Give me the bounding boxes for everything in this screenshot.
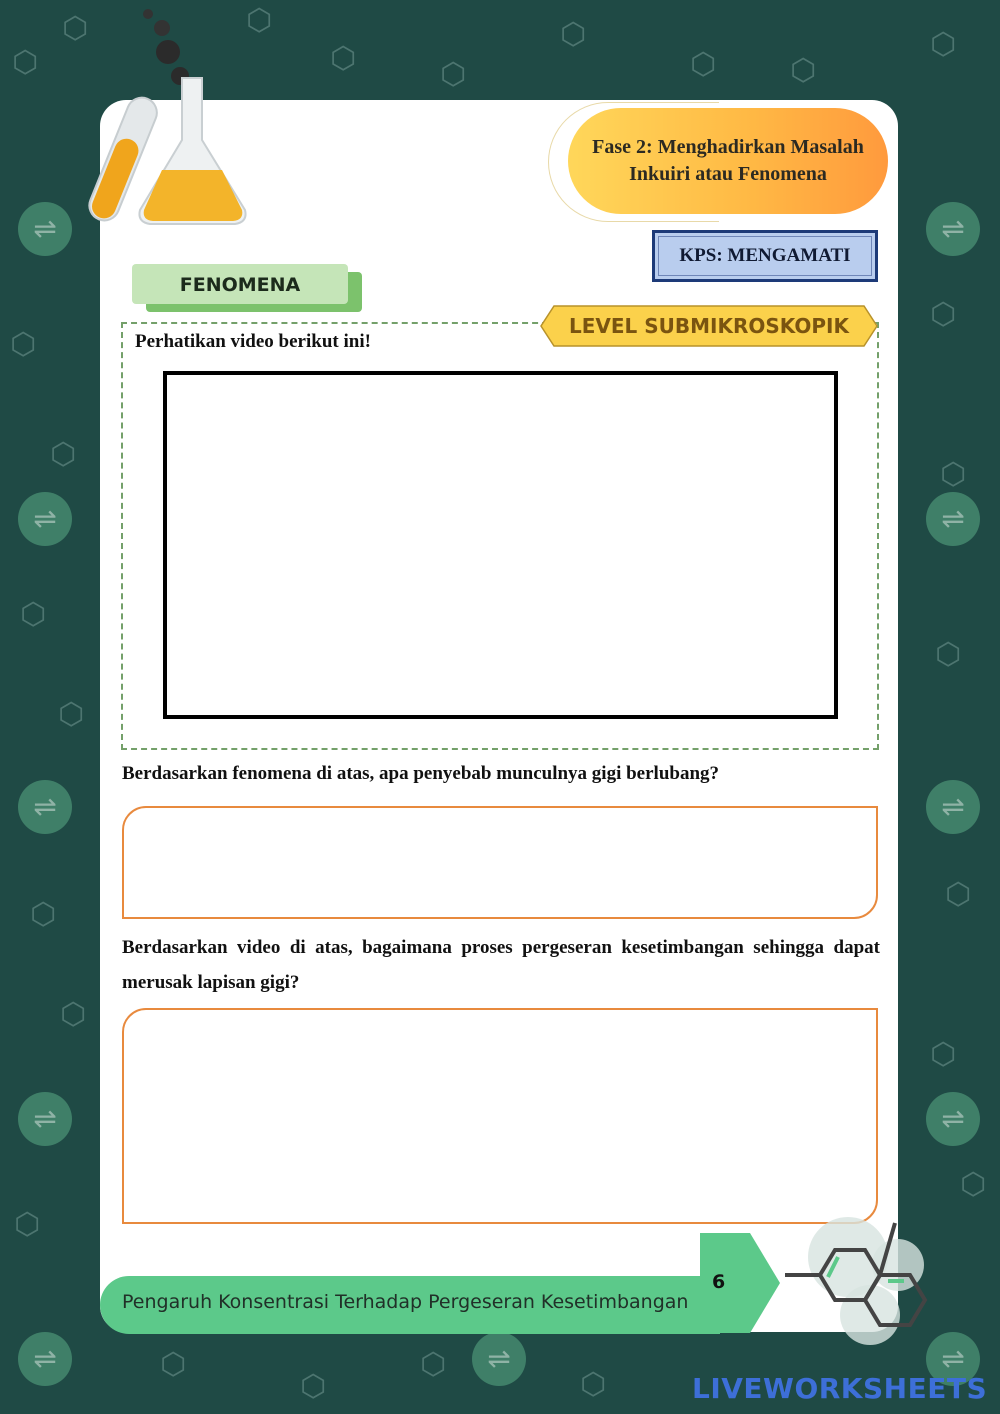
- molecule-icon: ⬡: [580, 1367, 607, 1402]
- molecule-icon: ⬡: [330, 41, 357, 76]
- question-2: Berdasarkan video di atas, bagaimana proses pergeseran kesetimbangan sehingga dapat merusak lapisan gigi?: [122, 937, 880, 993]
- molecule-icon: ⬡: [690, 47, 717, 82]
- molecule-icon: ⬡: [20, 597, 47, 632]
- flask-illustration: [70, 0, 260, 240]
- molecule-decoration-icon: [780, 1215, 940, 1355]
- video-player[interactable]: [163, 371, 838, 719]
- instruction-text: Perhatikan video berikut ini!: [135, 331, 371, 352]
- level-badge: [540, 305, 878, 347]
- molecule-icon: ⬡: [960, 1167, 987, 1202]
- molecule-icon: ⬡: [935, 637, 962, 672]
- molecule-icon: ⬡: [930, 1037, 957, 1072]
- molecule-icon: ⬡: [10, 327, 37, 362]
- equilibrium-icon: ⇌: [926, 1092, 980, 1146]
- equilibrium-icon: ⇌: [926, 492, 980, 546]
- equilibrium-icon: ⇌: [18, 1092, 72, 1146]
- molecule-icon: ⬡: [30, 897, 57, 932]
- kps-label: KPS: MENGAMATI: [652, 230, 878, 282]
- level-label: LEVEL SUBMIKROSKOPIK: [569, 314, 849, 338]
- molecule-icon: ⬡: [300, 1369, 327, 1404]
- molecule-icon: ⬡: [58, 697, 85, 732]
- equilibrium-icon: ⇌: [472, 1332, 526, 1386]
- molecule-icon: ⬡: [440, 57, 467, 92]
- page-number: 6: [712, 1271, 726, 1293]
- molecule-icon: ⬡: [930, 27, 957, 62]
- molecule-icon: ⬡: [50, 437, 77, 472]
- equilibrium-icon: ⇌: [18, 202, 72, 256]
- equilibrium-icon: ⇌: [18, 492, 72, 546]
- molecule-icon: ⬡: [62, 11, 89, 46]
- equilibrium-icon: ⇌: [926, 202, 980, 256]
- equilibrium-icon: ⇌: [18, 780, 72, 834]
- molecule-icon: ⬡: [930, 297, 957, 332]
- answer-input-2[interactable]: [122, 1008, 878, 1224]
- molecule-icon: ⬡: [945, 877, 972, 912]
- equilibrium-icon: ⇌: [18, 1332, 72, 1386]
- equilibrium-icon: ⇌: [926, 780, 980, 834]
- phase-badge: [568, 108, 888, 214]
- equilibrium-icon: ⇌: [926, 1332, 980, 1386]
- molecule-icon: ⬡: [560, 17, 587, 52]
- molecule-icon: ⬡: [14, 1207, 41, 1242]
- molecule-icon: ⬡: [420, 1347, 447, 1382]
- footer-title: Pengaruh Konsentrasi Terhadap Pergeseran Kesetimbangan: [122, 1291, 689, 1313]
- molecule-icon: ⬡: [940, 457, 967, 492]
- molecule-icon: ⬡: [60, 997, 87, 1032]
- molecule-icon: ⬡: [12, 45, 39, 80]
- molecule-icon: ⬡: [790, 53, 817, 88]
- phase-subtitle: Inkuiri atau Fenomena: [629, 163, 827, 185]
- molecule-icon: ⬡: [160, 1347, 187, 1382]
- section-tab: FENOMENA: [132, 264, 348, 304]
- watermark-logo: LIVEWORKSHEETS: [692, 1372, 988, 1405]
- phase-title: Fase 2: Menghadirkan Masalah: [592, 136, 864, 158]
- question-1: Berdasarkan fenomena di atas, apa penyebab munculnya gigi berlubang?: [122, 763, 720, 784]
- molecule-icon: ⬡: [246, 3, 273, 38]
- answer-input-1[interactable]: [122, 806, 878, 919]
